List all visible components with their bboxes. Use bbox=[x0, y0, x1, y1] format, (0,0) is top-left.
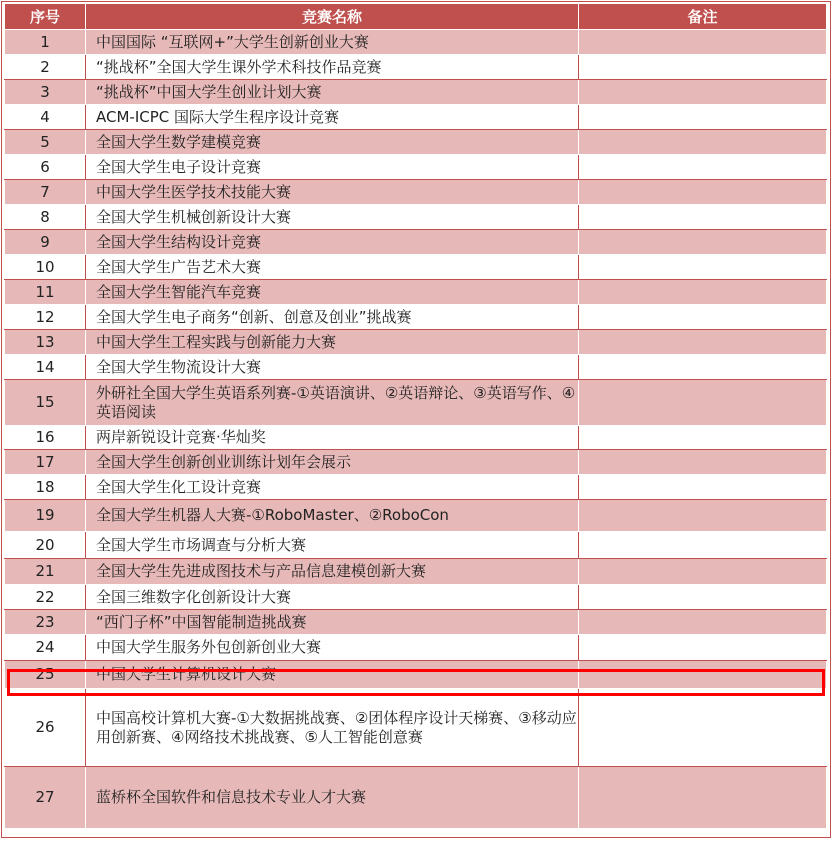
table-row bbox=[5, 330, 827, 355]
row-no: 12 bbox=[5, 305, 86, 330]
row-name: 全国大学生创新创业训练计划年会展示 bbox=[86, 450, 579, 475]
row-name: 全国大学生广告艺术大赛 bbox=[86, 255, 579, 280]
row-note bbox=[579, 500, 827, 532]
header-note: 备注 bbox=[579, 4, 827, 30]
row-no: 25 bbox=[5, 661, 86, 689]
row-note bbox=[579, 230, 827, 255]
row-name: 两岸新锐设计竞赛·华灿奖 bbox=[86, 426, 579, 450]
table-row bbox=[5, 500, 827, 532]
row-note bbox=[579, 426, 827, 450]
row-name: 中国国际 “互联网+”大学生创新创业大赛 bbox=[86, 30, 579, 55]
row-note bbox=[579, 255, 827, 280]
row-note bbox=[579, 355, 827, 380]
row-note bbox=[579, 280, 827, 305]
row-name: 外研社全国大学生英语系列赛-①英语演讲、②英语辩论、③英语写作、④英语阅读 bbox=[86, 380, 579, 426]
row-name: 全国大学生市场调查与分析大赛 bbox=[86, 532, 579, 559]
row-no: 1 bbox=[5, 30, 86, 55]
table-row bbox=[5, 585, 827, 610]
row-no: 24 bbox=[5, 635, 86, 661]
table-row bbox=[5, 635, 827, 661]
row-no: 21 bbox=[5, 559, 86, 585]
row-note bbox=[579, 689, 827, 767]
row-name: “西门子杯”中国智能制造挑战赛 bbox=[86, 610, 579, 635]
row-name: 全国大学生智能汽车竞赛 bbox=[86, 280, 579, 305]
row-note bbox=[579, 532, 827, 559]
table-row bbox=[5, 355, 827, 380]
row-name: 全国大学生机器人大赛-①RoboMaster、②RoboCon bbox=[86, 500, 579, 532]
row-no: 13 bbox=[5, 330, 86, 355]
table-row bbox=[5, 610, 827, 635]
row-no: 16 bbox=[5, 426, 86, 450]
row-name: “挑战杯”全国大学生课外学术科技作品竞赛 bbox=[86, 55, 579, 80]
row-name: 全国大学生先进成图技术与产品信息建模创新大赛 bbox=[86, 559, 579, 585]
row-no: 15 bbox=[5, 380, 86, 426]
row-name: 全国大学生电子设计竞赛 bbox=[86, 155, 579, 180]
row-note bbox=[579, 767, 827, 829]
table-row bbox=[5, 55, 827, 80]
table-row bbox=[5, 230, 827, 255]
row-note bbox=[579, 305, 827, 330]
table-row bbox=[5, 180, 827, 205]
row-no: 10 bbox=[5, 255, 86, 280]
row-note bbox=[579, 155, 827, 180]
table-row bbox=[5, 105, 827, 130]
row-name: 中国高校计算机大赛-①大数据挑战赛、②团体程序设计天梯赛、③移动应用创新赛、④网络技术挑战赛、⑤人工智能创意赛 bbox=[86, 689, 579, 767]
table-row bbox=[5, 426, 827, 450]
row-no: 23 bbox=[5, 610, 86, 635]
row-name: 蓝桥杯全国软件和信息技术专业人才大赛 bbox=[86, 767, 579, 829]
table-row bbox=[5, 305, 827, 330]
row-note bbox=[579, 55, 827, 80]
row-no: 20 bbox=[5, 532, 86, 559]
row-note bbox=[579, 330, 827, 355]
row-note bbox=[579, 105, 827, 130]
row-name: 中国大学生服务外包创新创业大赛 bbox=[86, 635, 579, 661]
header-name: 竞赛名称 bbox=[86, 4, 579, 30]
row-no: 26 bbox=[5, 689, 86, 767]
row-name: 中国大学生工程实践与创新能力大赛 bbox=[86, 330, 579, 355]
row-note bbox=[579, 380, 827, 426]
table-row bbox=[5, 130, 827, 155]
table-row bbox=[5, 559, 827, 585]
row-note bbox=[579, 80, 827, 105]
row-name: ACM-ICPC 国际大学生程序设计竞赛 bbox=[86, 105, 579, 130]
row-no: 18 bbox=[5, 475, 86, 500]
row-no: 4 bbox=[5, 105, 86, 130]
table-row bbox=[5, 205, 827, 230]
table-row bbox=[5, 30, 827, 55]
table-row bbox=[5, 255, 827, 280]
row-name: 全国大学生数学建模竞赛 bbox=[86, 130, 579, 155]
table-row bbox=[5, 767, 827, 829]
row-no: 17 bbox=[5, 450, 86, 475]
row-name: 全国三维数字化创新设计大赛 bbox=[86, 585, 579, 610]
header-no: 序号 bbox=[5, 4, 86, 30]
row-no: 8 bbox=[5, 205, 86, 230]
row-note bbox=[579, 475, 827, 500]
row-name: 全国大学生机械创新设计大赛 bbox=[86, 205, 579, 230]
row-note bbox=[579, 585, 827, 610]
row-name: 全国大学生物流设计大赛 bbox=[86, 355, 579, 380]
row-note bbox=[579, 130, 827, 155]
row-no: 7 bbox=[5, 180, 86, 205]
table-row bbox=[5, 689, 827, 767]
table-row bbox=[5, 280, 827, 305]
row-no: 5 bbox=[5, 130, 86, 155]
row-name: 全国大学生结构设计竞赛 bbox=[86, 230, 579, 255]
row-note bbox=[579, 635, 827, 661]
table-row bbox=[5, 450, 827, 475]
row-no: 3 bbox=[5, 80, 86, 105]
row-name: 中国大学生计算机设计大赛 bbox=[86, 661, 579, 689]
competition-table bbox=[4, 4, 827, 829]
table-row bbox=[5, 475, 827, 500]
row-note bbox=[579, 180, 827, 205]
row-name: “挑战杯”中国大学生创业计划大赛 bbox=[86, 80, 579, 105]
row-no: 27 bbox=[5, 767, 86, 829]
row-no: 11 bbox=[5, 280, 86, 305]
table-row bbox=[5, 80, 827, 105]
row-note bbox=[579, 30, 827, 55]
row-no: 19 bbox=[5, 500, 86, 532]
row-note bbox=[579, 205, 827, 230]
table-row bbox=[5, 661, 827, 689]
table-header-row bbox=[5, 4, 827, 30]
row-note bbox=[579, 610, 827, 635]
row-note bbox=[579, 559, 827, 585]
row-name: 中国大学生医学技术技能大赛 bbox=[86, 180, 579, 205]
row-no: 22 bbox=[5, 585, 86, 610]
row-name: 全国大学生电子商务“创新、创意及创业”挑战赛 bbox=[86, 305, 579, 330]
row-no: 2 bbox=[5, 55, 86, 80]
row-no: 6 bbox=[5, 155, 86, 180]
row-note bbox=[579, 450, 827, 475]
table-row bbox=[5, 532, 827, 559]
row-note bbox=[579, 661, 827, 689]
row-no: 14 bbox=[5, 355, 86, 380]
table-row bbox=[5, 155, 827, 180]
table-row bbox=[5, 380, 827, 426]
row-no: 9 bbox=[5, 230, 86, 255]
row-name: 全国大学生化工设计竞赛 bbox=[86, 475, 579, 500]
